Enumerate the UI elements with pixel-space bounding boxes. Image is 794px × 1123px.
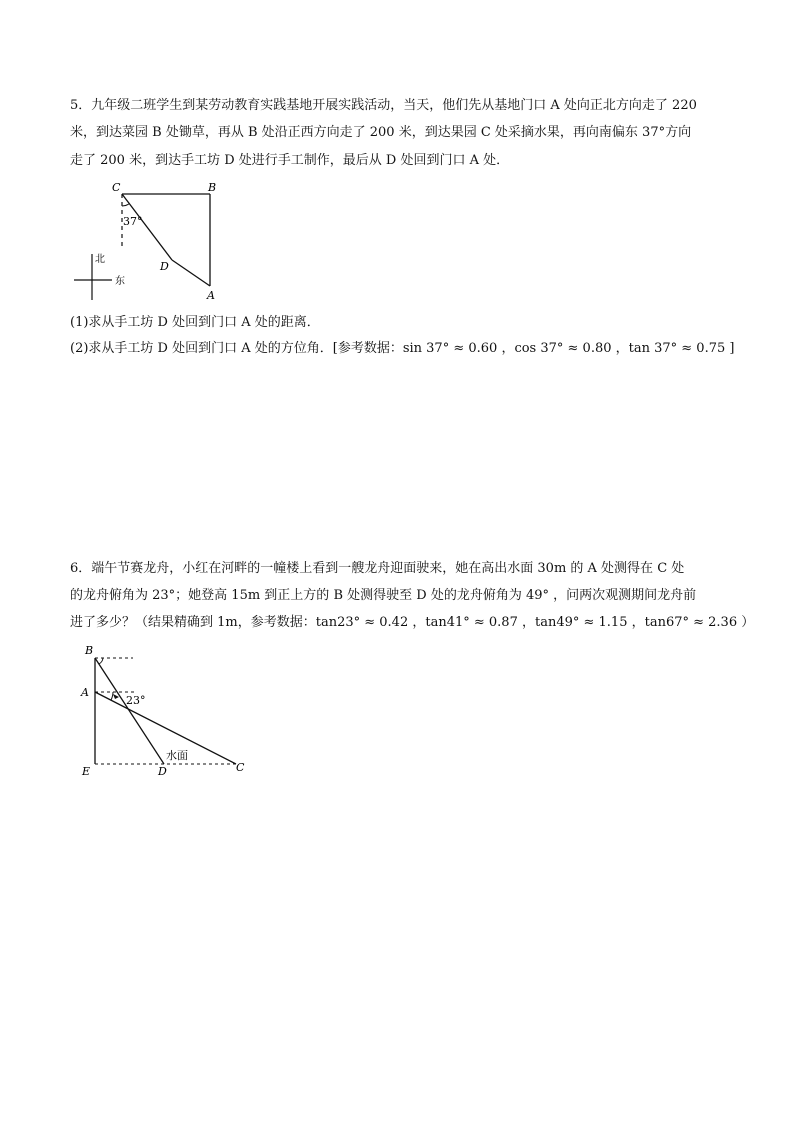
angle-label-23: 23° bbox=[126, 694, 146, 707]
water-label: 水面 bbox=[166, 749, 188, 762]
segment-DA bbox=[172, 260, 210, 286]
q5-subquestion-2: (2)求从手工坊 D 处回到门口 A 处的方位角．[参考数据：sin 37° ≈ 0.60 ，cos 37° ≈ 0.80 ，tan 37° ≈ 0.75 ] bbox=[70, 341, 735, 356]
q6-text-line-3: 进了多少？（结果精确到 1m，参考数据：tan23° ≈ 0.42 ，tan41° ≈ 0.87 ，tan49° ≈ 1.15 ，tan67° ≈ 2.36 ） bbox=[70, 615, 755, 630]
angle-label-37: 37° bbox=[123, 215, 143, 228]
compass-icon bbox=[74, 253, 125, 300]
label-A: A bbox=[207, 289, 215, 302]
angle-arc-A bbox=[111, 692, 113, 700]
label-C: C bbox=[112, 181, 121, 194]
q5-subquestion-1: (1)求从手工坊 D 处回到门口 A 处的距离． bbox=[70, 315, 320, 330]
label-C: C bbox=[236, 761, 245, 774]
angle-arc-B bbox=[99, 658, 103, 664]
label-D: D bbox=[158, 765, 167, 778]
q5-text-line-1: 5．九年级二班学生到某劳动教育实践基地开展实践活动，当天，他们先从基地门口 A 处向正北方向走了 220 bbox=[70, 98, 697, 113]
angle-arrow-icon bbox=[113, 694, 119, 699]
q6-text-line-1: 6．端午节赛龙舟，小红在河畔的一幢楼上看到一艘龙舟迎面驶来，她在高出水面 30m 的 A 处测得在 C 处 bbox=[70, 561, 685, 576]
segment-BD bbox=[95, 658, 164, 764]
q5-figure bbox=[70, 176, 230, 302]
north-label: 北 bbox=[95, 254, 105, 265]
label-D: D bbox=[160, 260, 169, 273]
q6-text-line-2: 的龙舟俯角为 23°；她登高 15m 到正上方的 B 处测得驶至 D 处的龙舟俯角为 49° ，问两次观测期间龙舟前 bbox=[70, 588, 697, 603]
label-B: B bbox=[208, 181, 217, 194]
angle-arc bbox=[122, 204, 130, 207]
label-B: B bbox=[85, 644, 94, 657]
q6-figure bbox=[76, 642, 256, 778]
east-label: 东 bbox=[115, 276, 125, 287]
q5-text-line-2: 米，到达菜园 B 处锄草，再从 B 处沿正西方向走了 200 米，到达果园 C 处采摘水果，再向南偏东 37°方向 bbox=[70, 125, 692, 140]
label-E: E bbox=[82, 765, 91, 778]
label-A: A bbox=[81, 686, 89, 699]
q5-text-line-3: 走了 200 米，到达手工坊 D 处进行手工制作，最后从 D 处回到门口 A 处． bbox=[70, 153, 510, 168]
